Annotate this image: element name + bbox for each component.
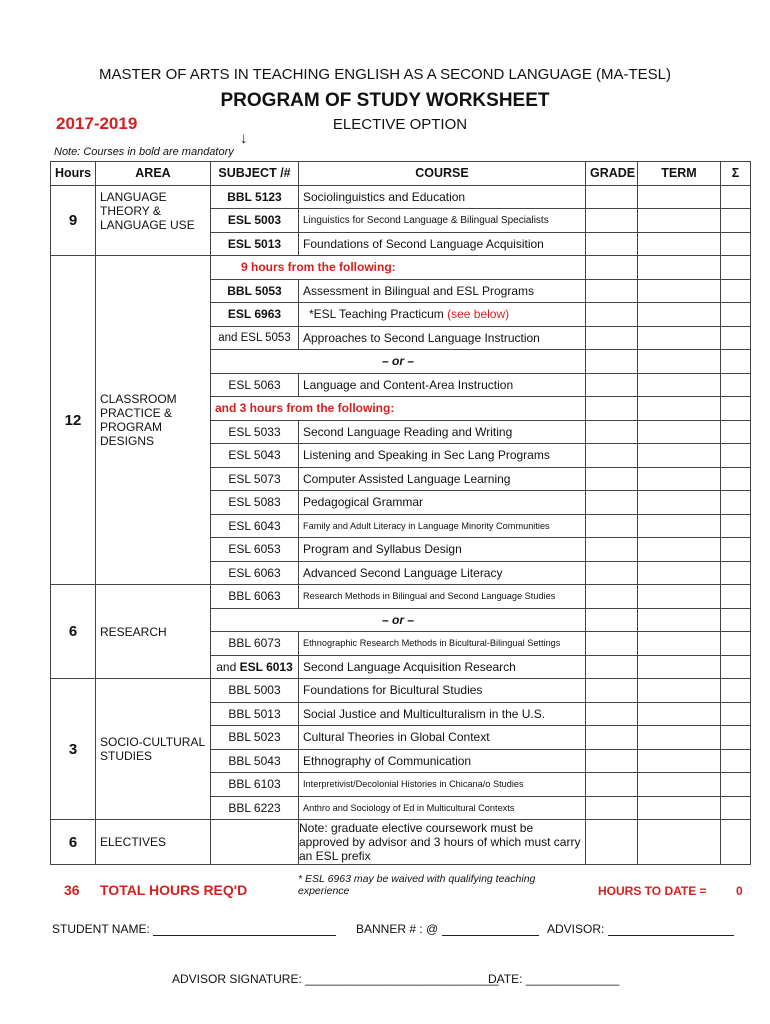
course-cell: Computer Assisted Language Learning xyxy=(299,467,586,491)
course-cell: Approaches to Second Language Instruction xyxy=(299,326,586,350)
col-subject: SUBJECT /# xyxy=(211,162,299,186)
term-cell[interactable] xyxy=(638,679,721,703)
grade-cell[interactable] xyxy=(586,373,638,397)
worksheet-title: PROGRAM OF STUDY WORKSHEET xyxy=(220,90,550,111)
term-cell[interactable] xyxy=(638,514,721,538)
term-cell[interactable] xyxy=(638,585,721,609)
col-hours: Hours xyxy=(51,162,96,186)
course-cell: Social Justice and Multiculturalism in the U.S. xyxy=(299,702,586,726)
group-heading: 9 hours from the following: xyxy=(211,256,586,280)
sum-cell[interactable] xyxy=(721,655,751,679)
course-cell: Second Language Reading and Writing xyxy=(299,420,586,444)
term-cell[interactable] xyxy=(638,420,721,444)
term-cell[interactable] xyxy=(638,702,721,726)
subject-cell: BBL 5053 xyxy=(211,279,299,303)
area-name: ELECTIVES xyxy=(96,820,211,865)
term-cell[interactable] xyxy=(638,397,721,421)
subject-cell: BBL 5003 xyxy=(211,679,299,703)
term-cell[interactable] xyxy=(638,350,721,374)
subject-cell: BBL 6103 xyxy=(211,773,299,797)
subject-cell: ESL 6963 xyxy=(211,303,299,327)
term-cell[interactable] xyxy=(638,608,721,632)
grade-cell[interactable] xyxy=(586,796,638,820)
term-cell[interactable] xyxy=(638,467,721,491)
subject-cell: ESL 6063 xyxy=(211,561,299,585)
course-cell: Advanced Second Language Literacy xyxy=(299,561,586,585)
sum-cell[interactable] xyxy=(721,749,751,773)
subject-cell: ESL 5013 xyxy=(211,232,299,256)
term-cell[interactable] xyxy=(638,749,721,773)
or-divider: – or – xyxy=(211,350,586,374)
table-row xyxy=(51,256,751,280)
grade-cell[interactable] xyxy=(586,185,638,209)
sum-cell[interactable] xyxy=(721,397,751,421)
area-hours: 6 xyxy=(51,820,96,865)
sum-cell[interactable] xyxy=(721,679,751,703)
mandatory-note: Note: Courses in bold are mandatory xyxy=(54,146,234,158)
hours-to-date-label: HOURS TO DATE = xyxy=(598,884,707,898)
course-cell: Ethnographic Research Methods in Bicultural-Bilingual Settings xyxy=(299,632,586,656)
grade-cell[interactable] xyxy=(586,561,638,585)
grade-cell[interactable] xyxy=(586,232,638,256)
col-course: COURSE xyxy=(299,162,586,186)
subject-cell: BBL 6073 xyxy=(211,632,299,656)
grade-cell[interactable] xyxy=(586,256,638,280)
advisor-signature-label: ADVISOR SIGNATURE: xyxy=(172,972,306,986)
area-hours: 6 xyxy=(51,585,96,679)
term-cell[interactable] xyxy=(638,561,721,585)
col-sigma: Σ xyxy=(721,162,751,186)
grade-cell[interactable] xyxy=(586,655,638,679)
term-cell[interactable] xyxy=(638,232,721,256)
subject-cell: ESL 5073 xyxy=(211,467,299,491)
sum-cell[interactable] xyxy=(721,209,751,233)
course-cell: Pedagogical Grammar xyxy=(299,491,586,515)
col-area: AREA xyxy=(96,162,211,186)
term-cell[interactable] xyxy=(638,796,721,820)
area-name: SOCIO-CULTURAL STUDIES xyxy=(96,679,211,820)
course-cell: *ESL Teaching Practicum (see below) xyxy=(299,303,586,327)
course-cell: Sociolinguistics and Education xyxy=(299,185,586,209)
subject-cell: BBL 6223 xyxy=(211,796,299,820)
term-cell[interactable] xyxy=(638,326,721,350)
advisor-blank[interactable] xyxy=(608,935,734,936)
course-cell: Foundations of Second Language Acquisition xyxy=(299,232,586,256)
sum-cell[interactable] xyxy=(721,256,751,280)
total-hours-value: 36 xyxy=(64,882,80,898)
grade-cell[interactable] xyxy=(586,350,638,374)
term-cell[interactable] xyxy=(638,538,721,562)
subject-cell: BBL 5043 xyxy=(211,749,299,773)
term-cell[interactable] xyxy=(638,632,721,656)
area-name: RESEARCH xyxy=(96,585,211,679)
course-table xyxy=(50,161,751,865)
sum-cell[interactable] xyxy=(721,561,751,585)
course-cell: Cultural Theories in Global Context xyxy=(299,726,586,750)
term-cell[interactable] xyxy=(638,209,721,233)
subject-cell: ESL 5043 xyxy=(211,444,299,468)
grade-cell[interactable] xyxy=(586,514,638,538)
grade-cell[interactable] xyxy=(586,397,638,421)
term-cell[interactable] xyxy=(638,185,721,209)
grade-cell[interactable] xyxy=(586,326,638,350)
subject-cell: ESL 5003 xyxy=(211,209,299,233)
sum-cell[interactable] xyxy=(721,491,751,515)
program-title: MASTER OF ARTS IN TEACHING ENGLISH AS A SECOND LANGUAGE (MA-TESL) xyxy=(98,66,672,83)
area-name: CLASSROOM PRACTICE & PROGRAM DESIGNS xyxy=(96,256,211,585)
grade-cell[interactable] xyxy=(586,726,638,750)
grade-cell[interactable] xyxy=(586,303,638,327)
subject-cell: and ESL 6013 xyxy=(211,655,299,679)
sum-cell[interactable] xyxy=(721,303,751,327)
subject-cell: BBL 5023 xyxy=(211,726,299,750)
term-cell[interactable] xyxy=(638,726,721,750)
course-cell: Assessment in Bilingual and ESL Programs xyxy=(299,279,586,303)
subject-cell: ESL 5063 xyxy=(211,373,299,397)
course-cell: Linguistics for Second Language & Bilingual Specialists xyxy=(299,209,586,233)
subject-cell: ESL 5033 xyxy=(211,420,299,444)
grade-cell[interactable] xyxy=(586,420,638,444)
advisor-label: ADVISOR: xyxy=(547,922,605,936)
advisor-signature-field xyxy=(172,972,499,986)
subject-cell: and ESL 5053 xyxy=(211,326,299,350)
banner-label: BANNER # : @ xyxy=(356,922,439,936)
course-cell: Family and Adult Literacy in Language Minority Communities xyxy=(299,514,586,538)
course-cell: Listening and Speaking in Sec Lang Programs xyxy=(299,444,586,468)
sum-cell[interactable] xyxy=(721,608,751,632)
term-cell[interactable] xyxy=(638,373,721,397)
table-row xyxy=(51,585,751,609)
table-row xyxy=(51,185,751,209)
student-name-label: STUDENT NAME: xyxy=(52,922,150,936)
banner-field xyxy=(356,922,539,936)
total-hours-label: TOTAL HOURS REQ'D xyxy=(100,882,248,898)
term-cell[interactable] xyxy=(638,491,721,515)
sum-cell[interactable] xyxy=(721,326,751,350)
area-hours: 9 xyxy=(51,185,96,256)
grade-cell[interactable] xyxy=(586,773,638,797)
sum-cell[interactable] xyxy=(721,585,751,609)
grade-cell[interactable] xyxy=(586,467,638,491)
advisor-field xyxy=(547,922,734,936)
sum-cell[interactable] xyxy=(721,279,751,303)
sum-cell[interactable] xyxy=(721,702,751,726)
sum-cell[interactable] xyxy=(721,820,751,865)
term-cell[interactable] xyxy=(638,279,721,303)
sum-cell[interactable] xyxy=(721,773,751,797)
grade-cell[interactable] xyxy=(586,749,638,773)
option-label: ELECTIVE OPTION xyxy=(332,116,468,133)
table-row xyxy=(51,679,751,703)
table-row xyxy=(51,820,751,865)
grade-cell[interactable] xyxy=(586,608,638,632)
group-heading: and 3 hours from the following: xyxy=(211,397,586,421)
subject-cell: ESL 6043 xyxy=(211,514,299,538)
subject-cell[interactable] xyxy=(211,820,299,865)
sum-cell[interactable] xyxy=(721,444,751,468)
table-header-row xyxy=(51,162,751,186)
col-term: TERM xyxy=(638,162,721,186)
sum-cell[interactable] xyxy=(721,420,751,444)
date-field xyxy=(488,972,619,986)
course-cell: Foundations for Bicultural Studies xyxy=(299,679,586,703)
term-cell[interactable] xyxy=(638,773,721,797)
term-cell[interactable] xyxy=(638,303,721,327)
sum-cell[interactable] xyxy=(721,726,751,750)
course-cell: Interpretivist/Decolonial Histories in Chicana/o Studies xyxy=(299,773,586,797)
grade-cell[interactable] xyxy=(586,702,638,726)
term-cell[interactable] xyxy=(638,444,721,468)
grade-cell[interactable] xyxy=(586,209,638,233)
advisor-signature-blank[interactable]: _____________________________ xyxy=(305,972,499,986)
grade-cell[interactable] xyxy=(586,585,638,609)
course-cell: Ethnography of Communication xyxy=(299,749,586,773)
term-cell[interactable] xyxy=(638,256,721,280)
sum-cell[interactable] xyxy=(721,632,751,656)
date-label: DATE: xyxy=(488,972,526,986)
subject-cell: ESL 5083 xyxy=(211,491,299,515)
student-name-field xyxy=(52,922,336,936)
area-name: LANGUAGE THEORY & LANGUAGE USE xyxy=(96,185,211,256)
subject-cell: BBL 6063 xyxy=(211,585,299,609)
course-cell: Research Methods in Bilingual and Second Language Studies xyxy=(299,585,586,609)
catalog-years: 2017-2019 xyxy=(56,114,138,133)
subject-cell: BBL 5013 xyxy=(211,702,299,726)
grade-cell[interactable] xyxy=(586,679,638,703)
hours-to-date-value: 0 xyxy=(736,884,743,898)
grade-cell[interactable] xyxy=(586,538,638,562)
sum-cell[interactable] xyxy=(721,350,751,374)
subject-cell: ESL 6053 xyxy=(211,538,299,562)
sum-cell[interactable] xyxy=(721,467,751,491)
sum-cell[interactable] xyxy=(721,796,751,820)
col-grade: GRADE xyxy=(586,162,638,186)
grade-cell[interactable] xyxy=(586,279,638,303)
area-hours: 12 xyxy=(51,256,96,585)
subject-cell: BBL 5123 xyxy=(211,185,299,209)
sum-cell[interactable] xyxy=(721,538,751,562)
or-divider: – or – xyxy=(211,608,586,632)
down-arrow-icon: ↓ xyxy=(240,130,248,147)
sum-cell[interactable] xyxy=(721,514,751,538)
date-blank[interactable]: ______________ xyxy=(525,972,620,986)
sum-cell[interactable] xyxy=(721,373,751,397)
student-name-blank[interactable] xyxy=(153,935,336,936)
course-cell: Anthro and Sociology of Ed in Multicultural Contexts xyxy=(299,796,586,820)
term-cell[interactable] xyxy=(638,655,721,679)
grade-cell[interactable] xyxy=(586,491,638,515)
area-hours: 3 xyxy=(51,679,96,820)
course-cell: Second Language Acquisition Research xyxy=(299,655,586,679)
banner-blank[interactable] xyxy=(442,935,539,936)
term-cell[interactable] xyxy=(638,820,721,865)
course-cell: Program and Syllabus Design xyxy=(299,538,586,562)
course-cell: Language and Content-Area Instruction xyxy=(299,373,586,397)
grade-cell[interactable] xyxy=(586,444,638,468)
sum-cell[interactable] xyxy=(721,232,751,256)
grade-cell[interactable] xyxy=(586,820,638,865)
waiver-footnote: * ESL 6963 may be waived with qualifying teaching experience xyxy=(298,873,536,897)
sum-cell[interactable] xyxy=(721,185,751,209)
grade-cell[interactable] xyxy=(586,632,638,656)
elective-note: Note: graduate elective coursework must be approved by advisor and 3 hours of which must carry an ESL prefix xyxy=(299,820,586,865)
